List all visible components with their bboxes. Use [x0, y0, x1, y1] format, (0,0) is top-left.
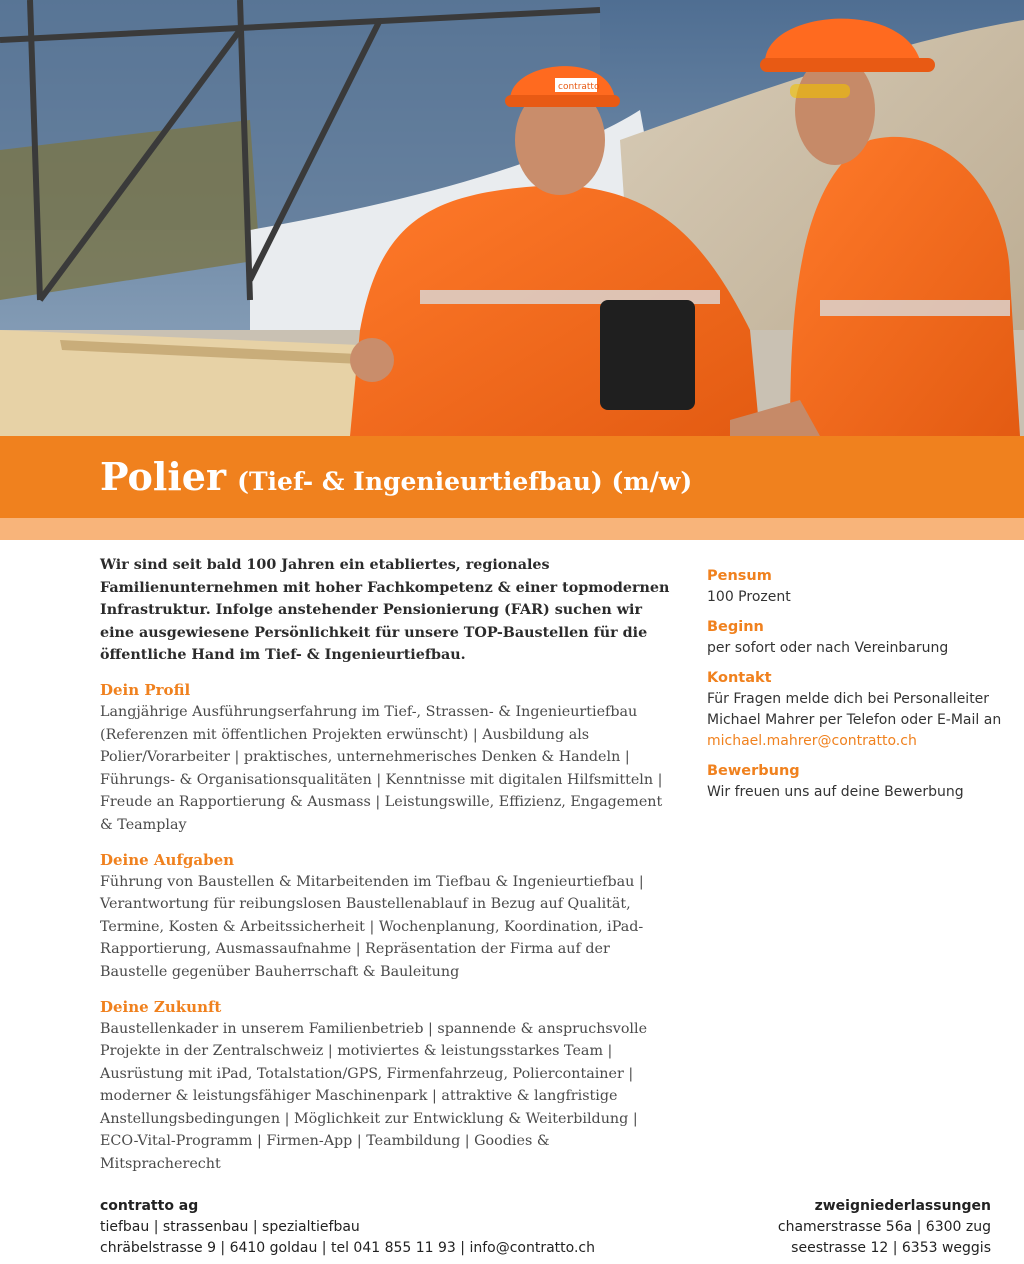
job-title-sub: (Tief- & Ingenieurtiefbau) (m/w): [237, 467, 693, 496]
hero-photo: [0, 0, 1024, 436]
section-heading-zukunft: Deine Zukunft: [100, 997, 222, 1016]
helmet-logo: contratto: [558, 82, 600, 92]
branches-label: zweigniederlassungen: [814, 1198, 991, 1214]
intro-text: Wir sind seit bald 100 Jahren ein etabliertes, regionales Familienunternehmen mit hoher Fachkompetenz & einer topmodernen Infrastruktur. Infolge anstehender Pensionierung (FAR) suchen wir eine ausgewiesene Persönlichkeit für unsere TOP-Baustellen für die öffentliche Hand im Tief- & Ingenieurtiefbau.: [100, 557, 670, 664]
kontakt-value: Für Fragen melde dich bei Personalleiter Michael Mahrer per Telefon oder E-Mail an: [707, 691, 1002, 728]
section-text-aufgaben: Führung von Baustellen & Mitarbeitenden im Tiefbau & Ingenieurtiefbau | Verantwortung für reibungslosen Baustellenablauf in Bezug auf Qualität, Termine, Kosten & Arbeitssicherheit | Wochenplanung, Koordination, iPad-Rapportierung, Ausmassaufnahme | Repräsentation der Firma auf der Baustelle gegenüber Bauherrschaft & Bauleitung: [100, 873, 644, 980]
company-name: contratto ag: [100, 1198, 199, 1214]
bewerbung-label: Bewerbung: [707, 763, 800, 779]
construction-workers-photo-icon: [0, 0, 1024, 436]
section-heading-aufgaben: Deine Aufgaben: [100, 850, 235, 869]
section-heading-profil: Dein Profil: [100, 680, 191, 699]
sidebar-info: [707, 565, 1007, 811]
section-text-profil: Langjährige Ausführungserfahrung im Tief-, Strassen- & Ingenieurtiefbau (Referenzen mit öffentlichen Projekten erwünscht) | Ausbildung als Polier/Vorarbeiter | praktisches, unternehmerisches Denken & Handeln | Führungs- & Organisationsqualitäten | Kenntnisse mit digitalen Hilfsmitteln | Freude an Rapportierung & Ausmass | Leistungswille, Effizienz, Engagement & Teamplay: [100, 703, 663, 833]
title-band-accent: [0, 518, 1024, 540]
pensum-value: 100 Prozent: [707, 589, 791, 605]
company-address: chräbelstrasse 9 | 6410 goldau | tel 041 855 11 93 | info@contratto.ch: [100, 1240, 595, 1256]
footer-branches: [631, 1196, 991, 1259]
kontakt-email-link[interactable]: michael.mahrer@contratto.ch: [707, 733, 917, 749]
footer-company: [100, 1196, 660, 1259]
beginn-value: per sofort oder nach Vereinbarung: [707, 640, 949, 656]
kontakt-block: [707, 689, 1007, 752]
branch-zug: chamerstrasse 56a | 6300 zug: [777, 1219, 991, 1235]
section-text-zukunft: Baustellenkader in unserem Familienbetrieb | spannende & anspruchsvolle Projekte in der Zentralschweiz | motiviertes & leistungsstarkes Team | Ausrüstung mit iPad, Totalstation/GPS, Firmenfahrzeug, Poliercontainer | moderner & leistungsfähiger Maschinenpark | attraktive & langfristige Anstellungsbedingungen | Möglichkeit zur Entwicklung & Weiterbildung | ECO-Vital-Programm | Firmen-App | Teambildung | Goodies & Mitspracherecht: [100, 1020, 648, 1173]
bewerbung-value: Wir freuen uns auf deine Bewerbung: [707, 784, 964, 800]
branch-weggis: seestrasse 12 | 6353 weggis: [791, 1240, 991, 1256]
company-services: tiefbau | strassenbau | spezialtiefbau: [100, 1219, 360, 1235]
pensum-label: Pensum: [707, 568, 772, 584]
job-title-main: Polier: [100, 454, 226, 499]
beginn-label: Beginn: [707, 619, 764, 635]
job-title: [100, 452, 692, 507]
kontakt-label: Kontakt: [707, 670, 772, 686]
main-content: [100, 554, 674, 1176]
